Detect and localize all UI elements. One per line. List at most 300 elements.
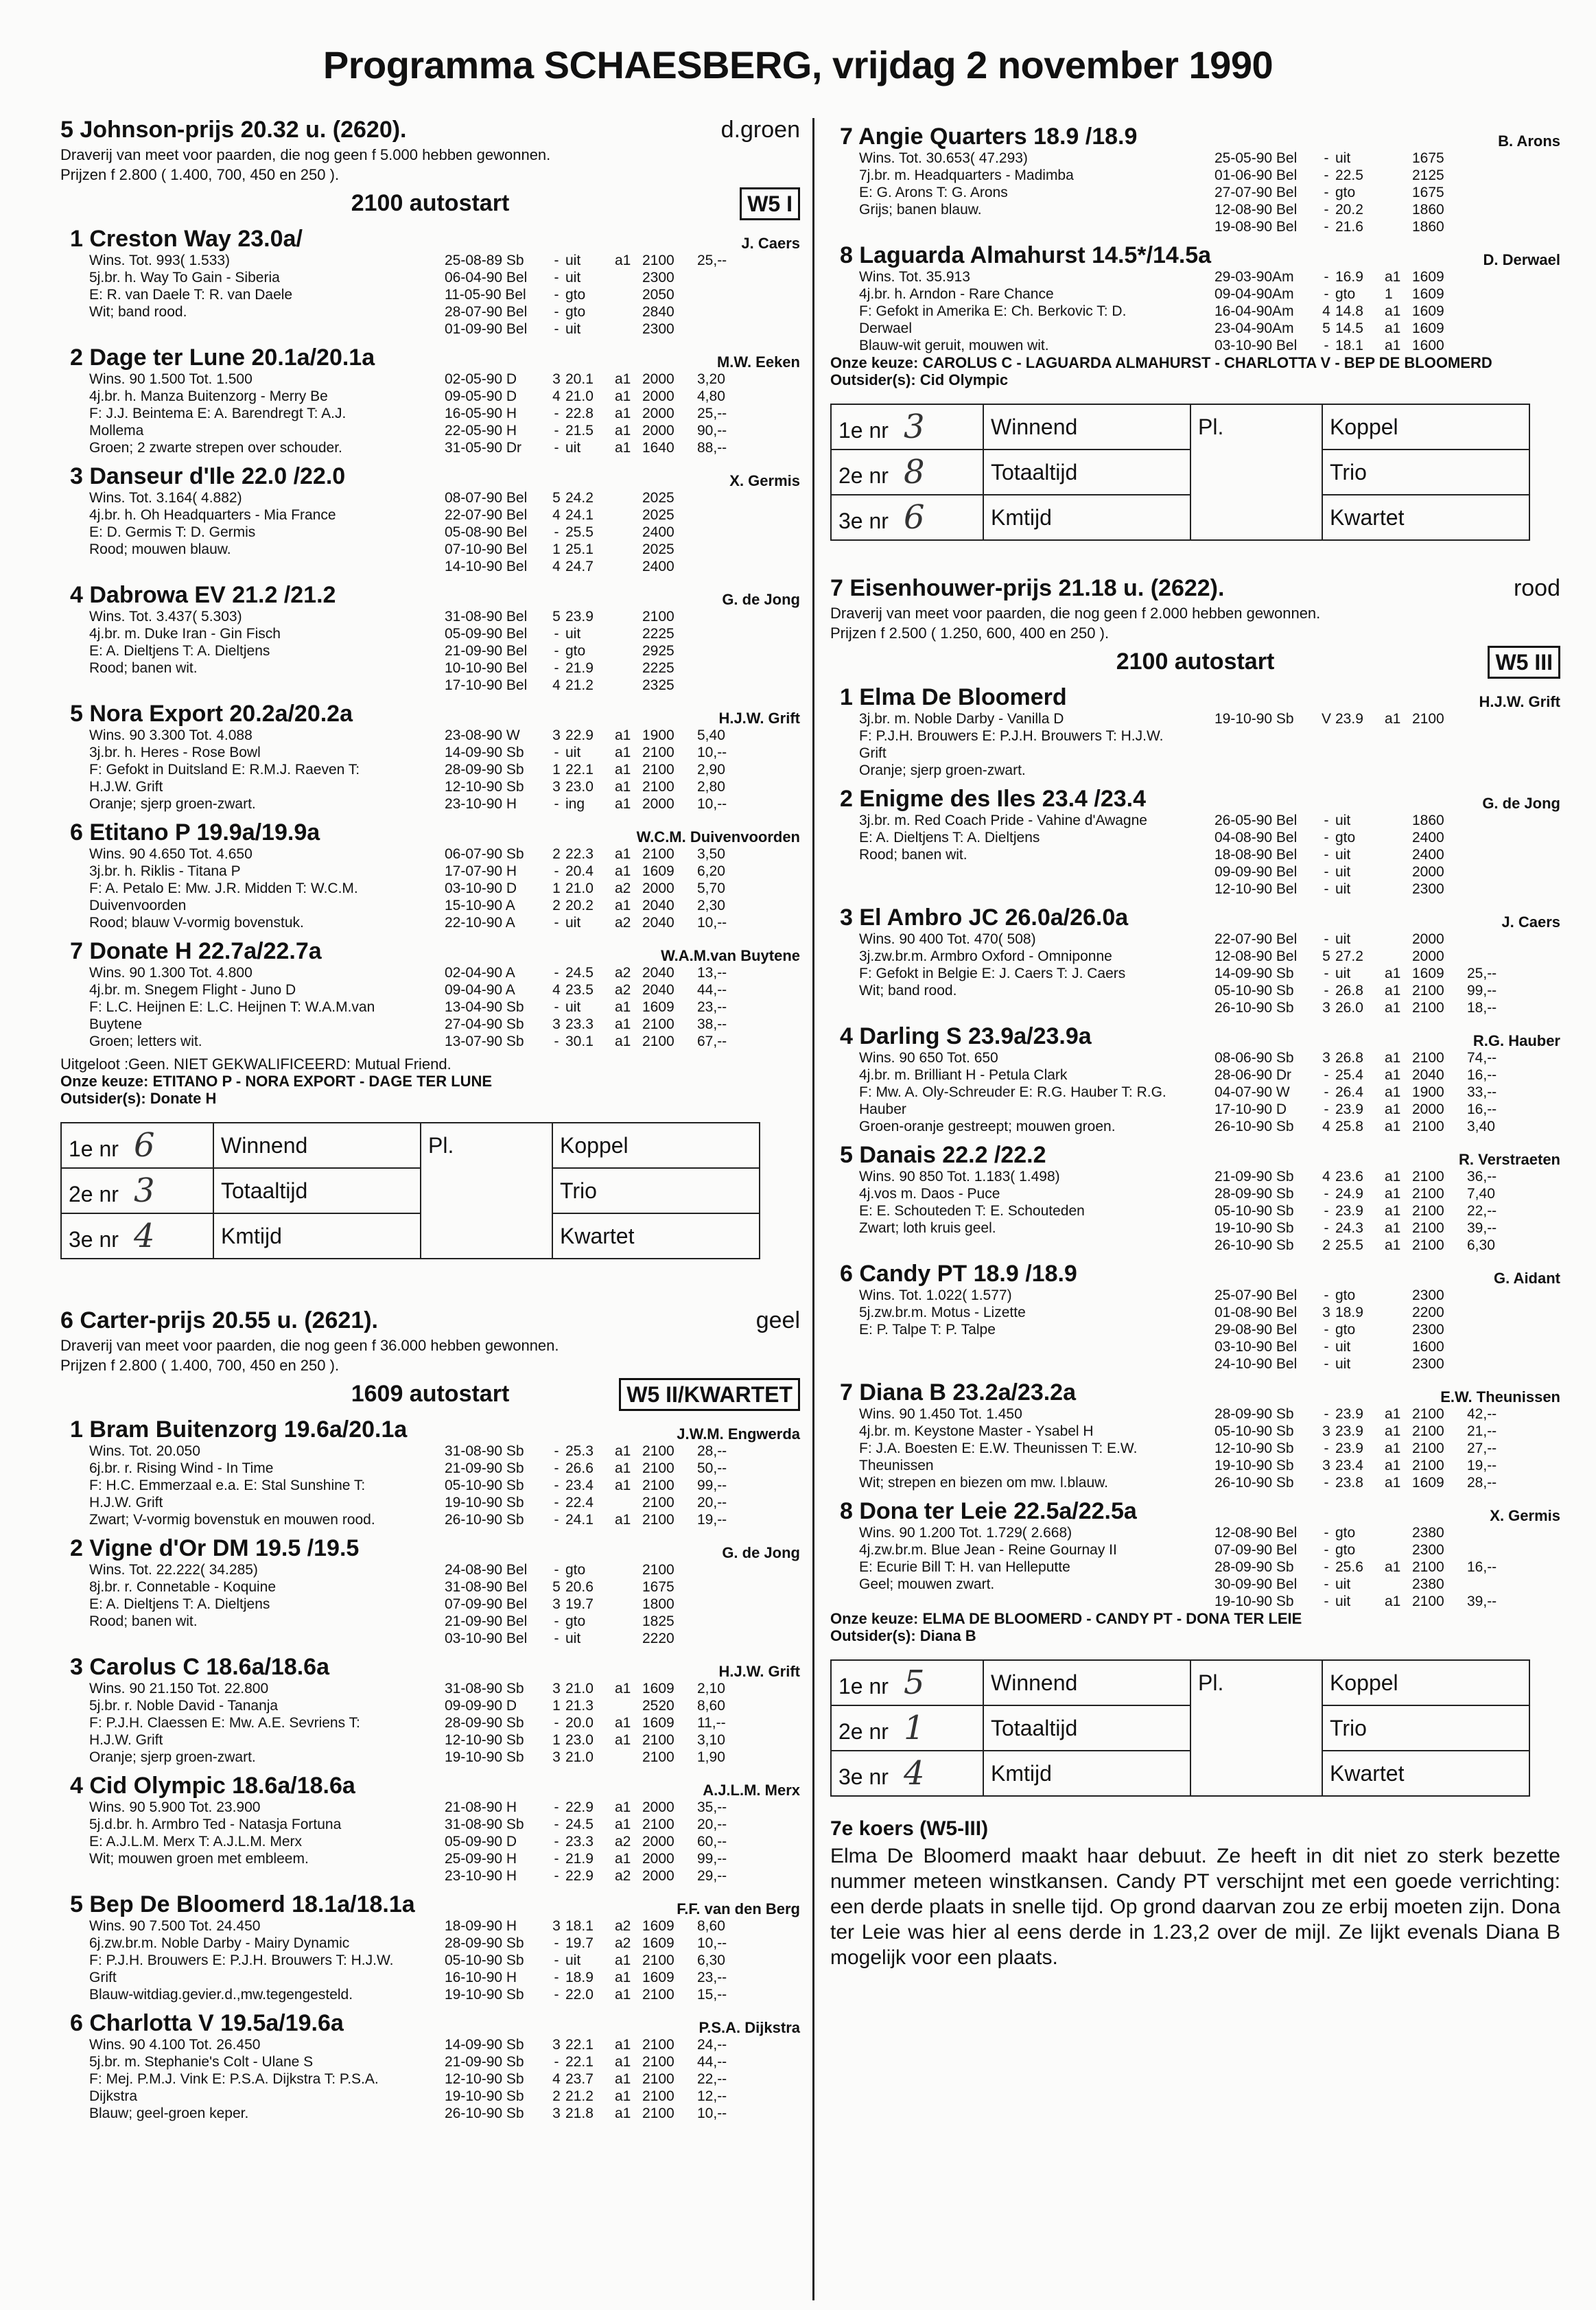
performance-cell: 2,30 — [697, 898, 725, 913]
horse-detail: Rood; banen wit. — [859, 847, 967, 863]
performance-table — [445, 608, 800, 694]
horse-trainer: G. Aidant — [1494, 1270, 1560, 1287]
horse-detail: 6j.br. r. Rising Wind - In Time — [89, 1460, 274, 1476]
performance-cell: 23.3 — [565, 1016, 594, 1032]
horse-detail: Derwael — [859, 320, 913, 336]
performance-row — [1214, 1066, 1560, 1084]
performance-cell: 1675 — [1412, 185, 1444, 200]
results-category: Totaaltijd — [213, 1168, 421, 1213]
performance-cell — [1385, 201, 1412, 218]
performance-cell: 2220 — [642, 1631, 674, 1646]
performance-cell: 36,-- — [1467, 1169, 1497, 1185]
performance-cell — [697, 660, 800, 677]
performance-row — [445, 489, 800, 506]
performance-cell: 2100 — [1412, 711, 1444, 727]
performance-cell: 2040 — [642, 898, 674, 913]
horse-entry — [830, 684, 1560, 779]
performance-row — [445, 642, 800, 660]
performance-cell: gto — [1335, 286, 1356, 302]
performance-cell — [697, 608, 800, 625]
performance-row — [1214, 167, 1560, 184]
performance-cell — [697, 1613, 800, 1630]
performance-cell: 27-04-90 Sb — [445, 1016, 524, 1032]
performance-cell: 5 — [552, 490, 561, 506]
performance-cell — [615, 677, 642, 694]
performance-cell: 15-10-90 A — [445, 898, 515, 913]
performance-row — [1214, 1084, 1560, 1101]
results-category: Winnend — [213, 1123, 421, 1168]
performance-cell: 1609 — [642, 863, 674, 879]
horse-performances — [1214, 242, 1560, 354]
performance-cell: 3 — [552, 1681, 561, 1696]
performance-table — [445, 2036, 800, 2122]
performance-cell: 13,-- — [697, 965, 727, 981]
horse-name: 2 Vigne d'Or DM 19.5 /19.5 — [70, 1535, 360, 1561]
performance-row — [1214, 1559, 1560, 1576]
results-position — [831, 495, 983, 540]
performance-cell: a2 — [615, 1868, 631, 1884]
performance-cell: 8,60 — [697, 1918, 725, 1934]
performance-cell: 1800 — [642, 1596, 674, 1612]
performance-cell: a1 — [615, 1016, 631, 1032]
performance-cell: 2100 — [1412, 1423, 1444, 1439]
horse-detail: E: A. Dieltjens T: A. Dieltjens — [859, 830, 1040, 845]
performance-cell: a1 — [615, 863, 631, 879]
horse-info — [60, 463, 445, 575]
performance-cell: 23,-- — [697, 999, 727, 1015]
performance-cell — [615, 608, 642, 625]
performance-cell: 19-10-90 Sb — [445, 2088, 524, 2104]
performance-cell — [1385, 218, 1412, 235]
performance-cell: 03-10-90 Bel — [1214, 338, 1298, 353]
performance-row — [445, 1033, 800, 1050]
performance-cell: 4 — [552, 559, 561, 574]
performance-cell: - — [554, 440, 559, 456]
performance-row — [445, 1799, 800, 1816]
horse-detail: Wins. 90 5.900 Tot. 23.900 — [89, 1799, 261, 1815]
race-section — [60, 117, 800, 1259]
performance-row — [445, 1714, 800, 1731]
performance-cell: - — [554, 1562, 559, 1578]
performance-row — [1214, 285, 1560, 303]
results-table — [60, 1122, 760, 1259]
performance-cell: 25.5 — [1335, 1237, 1363, 1253]
horse-entry — [60, 1535, 800, 1647]
performance-cell: 26.0 — [1335, 1000, 1363, 1016]
performance-cell: 24.3 — [1335, 1220, 1363, 1236]
performance-cell: 3 — [552, 2037, 561, 2053]
horse-name: 8 Dona ter Leie 22.5a/22.5a — [840, 1498, 1137, 1524]
performance-row — [445, 1867, 800, 1885]
race-code-badge: W5 II/KWARTET — [619, 1378, 800, 1411]
performance-row — [445, 2105, 800, 2122]
performance-cell — [1467, 218, 1560, 235]
horse-entry — [60, 582, 800, 694]
horse-name: 7 Donate H 22.7a/22.7a — [70, 938, 322, 964]
position-label: 3e nr — [838, 1764, 889, 1789]
performance-cell — [1467, 863, 1560, 880]
performance-cell — [615, 1578, 642, 1596]
performance-cell: - — [1324, 269, 1329, 285]
performance-cell: 2225 — [642, 660, 674, 676]
horse-trainer: R. Verstraeten — [1459, 1151, 1560, 1168]
performance-cell: 29,-- — [697, 1868, 727, 1884]
performance-cell: a1 — [1385, 1169, 1401, 1185]
horse-entry — [830, 124, 1560, 235]
horse-detail: Oranje; sjerp groen-zwart. — [89, 1749, 256, 1765]
performance-cell — [1467, 184, 1560, 201]
performance-cell: 2000 — [642, 1834, 674, 1850]
performance-cell: 17-10-90 Bel — [445, 677, 528, 693]
race-conditions: Draverij van meet voor paarden, die nog geen f 5.000 hebben gewonnen. — [60, 146, 551, 163]
performance-cell: a2 — [615, 1918, 631, 1934]
performance-cell: a1 — [1385, 1101, 1401, 1117]
horse-detail: H.J.W. Grift — [89, 1495, 163, 1510]
performance-cell: 2325 — [642, 677, 674, 693]
performance-cell — [1467, 1524, 1560, 1541]
position-label: 1e nr — [838, 1674, 889, 1699]
performance-cell: uit — [565, 626, 581, 642]
horse-performances — [445, 938, 800, 1050]
performance-cell: a1 — [1385, 711, 1401, 727]
horse-performances — [445, 1416, 800, 1528]
performance-cell: a1 — [1385, 1186, 1401, 1202]
performance-row — [445, 320, 800, 338]
performance-cell: 1609 — [642, 1918, 674, 1934]
performance-cell: 22.1 — [565, 762, 594, 778]
performance-cell — [615, 660, 642, 677]
horse-entry — [60, 1891, 800, 2003]
performance-cell: 23.3 — [565, 1834, 594, 1850]
performance-cell: 1 — [552, 762, 561, 778]
race-prizes: Prijzen f 2.800 ( 1.400, 700, 450 en 250 ). — [60, 166, 340, 183]
results-row — [831, 1751, 1529, 1796]
performance-table — [445, 1443, 800, 1528]
performance-cell: 20,-- — [697, 1495, 727, 1510]
performance-cell — [1385, 846, 1412, 863]
performance-cell: gto — [1335, 1322, 1356, 1338]
horse-detail: 5j.zw.br.m. Motus - Lizette — [859, 1305, 1026, 1320]
performance-cell: 26-10-90 Sb — [445, 1512, 524, 1528]
performance-cell: 25,-- — [697, 406, 727, 421]
performance-row — [445, 371, 800, 388]
commentary-title: 7e koers (W5-III) — [830, 1817, 989, 1840]
performance-cell: 90,-- — [697, 423, 727, 439]
performance-cell — [615, 506, 642, 524]
performance-cell: 22,-- — [697, 2071, 727, 2087]
performance-row — [1214, 863, 1560, 880]
performance-cell — [1385, 1304, 1412, 1321]
performance-cell: gto — [1335, 1287, 1356, 1303]
horse-info — [830, 1142, 1214, 1254]
performance-cell: 11,-- — [697, 1715, 726, 1731]
performance-cell: 42,-- — [1467, 1406, 1497, 1422]
performance-table — [1214, 1168, 1560, 1254]
horse-detail: Hauber — [859, 1101, 906, 1117]
performance-cell — [1467, 167, 1560, 184]
performance-row — [1214, 982, 1560, 999]
performance-cell: - — [554, 1460, 559, 1476]
performance-cell — [615, 303, 642, 320]
performance-cell: - — [554, 660, 559, 676]
performance-cell: uit — [565, 440, 581, 456]
performance-cell — [615, 1613, 642, 1630]
performance-cell: - — [554, 1834, 559, 1850]
performance-cell: 2100 — [642, 762, 674, 778]
performance-cell: 31-08-90 Sb — [445, 1443, 524, 1459]
race-header — [830, 575, 1560, 602]
horse-detail: 4j.vos m. Daos - Puce — [859, 1186, 1000, 1202]
performance-row — [445, 524, 800, 541]
results-bet: Trio — [1322, 1705, 1529, 1751]
performance-cell — [1385, 1355, 1412, 1373]
horse-trainer: B. Arons — [1498, 132, 1560, 150]
left-column — [60, 117, 800, 2122]
horse-performances — [1214, 1142, 1560, 1254]
performance-cell: 1609 — [1412, 966, 1444, 981]
performance-cell: 26.4 — [1335, 1084, 1363, 1100]
performance-table — [445, 964, 800, 1050]
performance-row — [1214, 1457, 1560, 1474]
performance-cell: 25.8 — [1335, 1119, 1363, 1134]
performance-row — [1214, 1237, 1560, 1254]
horse-detail: Wit; strepen en biezen om mw. l.blauw. — [859, 1475, 1108, 1491]
performance-cell: - — [1324, 1576, 1329, 1592]
performance-cell: a1 — [615, 1851, 631, 1867]
results-position — [831, 450, 983, 495]
performance-cell: 19-10-90 Sb — [1214, 1220, 1294, 1236]
results-category: Winnend — [983, 404, 1190, 450]
horse-detail: 4j.br. h. Oh Headquarters - Mia France — [89, 507, 336, 523]
performance-cell: 2200 — [1412, 1305, 1444, 1320]
performance-table — [445, 489, 800, 575]
performance-cell: 19.7 — [565, 1596, 594, 1612]
horse-name: 5 Nora Export 20.2a/20.2a — [70, 701, 353, 727]
performance-cell: 2100 — [642, 745, 674, 760]
horse-name: 6 Candy PT 18.9 /18.9 — [840, 1261, 1077, 1287]
performance-cell — [1467, 710, 1560, 727]
performance-table — [1214, 812, 1560, 898]
performance-cell: 22.1 — [565, 2054, 594, 2070]
horse-detail: F: H.C. Emmerzaal e.a. E: Stal Sunshine T: — [89, 1478, 366, 1493]
performance-table — [445, 1799, 800, 1885]
race-distance-row — [830, 646, 1560, 677]
performance-cell: - — [1324, 847, 1329, 863]
performance-cell: 16-04-90Am — [1214, 303, 1294, 319]
performance-cell: 5,40 — [697, 727, 725, 743]
performance-row — [1214, 999, 1560, 1016]
right-column — [830, 117, 1560, 1970]
performance-cell: - — [1324, 864, 1329, 880]
performance-cell: 2100 — [642, 1034, 674, 1049]
performance-cell: 19-10-90 Sb — [445, 1495, 524, 1510]
performance-cell: 1675 — [642, 1579, 674, 1595]
performance-cell: 28-09-90 Sb — [1214, 1406, 1294, 1422]
performance-cell: uit — [1335, 1576, 1351, 1592]
horse-detail: 4j.br. m. Snegem Flight - Juno D — [89, 982, 296, 998]
horse-detail: F: J.A. Boesten E: E.W. Theunissen T: E.W. — [859, 1440, 1138, 1456]
horse-detail: Zwart; loth kruis geel. — [859, 1220, 996, 1236]
performance-cell: 23.9 — [1335, 1423, 1363, 1439]
performance-cell: gto — [565, 643, 586, 659]
performance-row — [445, 625, 800, 642]
performance-cell: 4 — [552, 2071, 561, 2087]
performance-cell — [615, 1561, 642, 1578]
performance-cell: 2100 — [642, 2071, 674, 2087]
performance-cell: 21.2 — [565, 2088, 594, 2104]
performance-cell: - — [1324, 219, 1329, 235]
race-note: Uitgeloot :Geen. NIET GEKWALIFICEERD: Mutual Friend. — [60, 1055, 451, 1073]
results-bet: Koppel — [1322, 404, 1529, 450]
race-name: 7 Eisenhouwer-prijs 21.18 u. (2622). — [830, 575, 1225, 601]
performance-cell: uit — [1335, 966, 1351, 981]
performance-cell: 24-08-90 Bel — [445, 1562, 528, 1578]
horse-detail: 3j.br. m. Noble Darby - Vanilla D — [859, 711, 1064, 727]
performance-cell: 4 — [1322, 1119, 1330, 1134]
performance-cell: 2300 — [1412, 1322, 1444, 1338]
performance-cell: 2100 — [642, 1478, 674, 1493]
horse-performances — [1214, 1379, 1560, 1491]
performance-cell — [697, 625, 800, 642]
horse-detail: E: P. Talpe T: P. Talpe — [859, 1322, 996, 1338]
performance-cell — [1385, 150, 1412, 167]
performance-row — [1214, 1541, 1560, 1559]
performance-cell: a1 — [615, 2071, 631, 2087]
performance-cell: a1 — [1385, 1440, 1401, 1456]
performance-row — [445, 1596, 800, 1613]
performance-cell: 09-04-90Am — [1214, 286, 1294, 302]
horse-detail: F: Gefokt in Amerika E: Ch. Berkovic T: D. — [859, 303, 1127, 319]
performance-cell: 12-10-90 Sb — [445, 2071, 524, 2087]
performance-cell: 2025 — [642, 541, 674, 557]
performance-cell: - — [1324, 813, 1329, 828]
performance-cell: - — [554, 2054, 559, 2070]
horse-detail: Wins. 90 1.450 Tot. 1.450 — [859, 1406, 1022, 1422]
performance-row — [445, 608, 800, 625]
performance-cell: 07-09-90 Bel — [445, 1596, 528, 1612]
performance-cell: - — [1324, 1220, 1329, 1236]
horse-performances — [445, 701, 800, 813]
performance-cell: 25.3 — [565, 1443, 594, 1459]
performance-table — [445, 371, 800, 456]
performance-cell: 2400 — [642, 559, 674, 574]
performance-cell: 60,-- — [697, 1834, 727, 1850]
performance-cell — [697, 489, 800, 506]
performance-cell: 88,-- — [697, 440, 727, 456]
horse-name: 3 Carolus C 18.6a/18.6a — [70, 1654, 330, 1680]
horse-detail: E: D. Germis T: D. Germis — [89, 524, 256, 540]
performance-cell: 1609 — [642, 999, 674, 1015]
performance-cell — [615, 625, 642, 642]
performance-cell: - — [554, 287, 559, 303]
performance-cell: - — [554, 1935, 559, 1951]
performance-cell: 2100 — [642, 253, 674, 268]
horse-detail: E: A. Dieltjens T: A. Dieltjens — [89, 643, 270, 659]
performance-cell: 44,-- — [697, 2054, 727, 2070]
results-row — [61, 1168, 760, 1213]
performance-cell: 2100 — [642, 1016, 674, 1032]
results-bet: Kwartet — [1322, 1751, 1529, 1796]
performance-row — [1214, 965, 1560, 982]
performance-cell: 22.9 — [565, 727, 594, 743]
performance-cell: 05-10-90 Sb — [445, 1478, 524, 1493]
performance-cell: - — [1324, 1440, 1329, 1456]
horse-trainer: G. de Jong — [722, 1544, 800, 1561]
horse-detail: Wins. 90 4.650 Tot. 4.650 — [89, 846, 253, 862]
horse-detail: H.J.W. Grift — [89, 779, 163, 795]
performance-cell: 21-09-90 Sb — [445, 1460, 524, 1476]
performance-row — [1214, 880, 1560, 898]
performance-cell: 1609 — [1412, 1475, 1444, 1491]
performance-cell: 21-09-90 Bel — [445, 643, 528, 659]
performance-cell — [1385, 167, 1412, 184]
results-bet: Kwartet — [1322, 495, 1529, 540]
performance-cell: 99,-- — [697, 1851, 727, 1867]
performance-cell: 1860 — [1412, 202, 1444, 218]
performance-cell: 24.5 — [565, 1817, 594, 1832]
position-label: 2e nr — [69, 1182, 119, 1206]
performance-cell — [1467, 285, 1560, 303]
performance-cell: 2000 — [1412, 1101, 1444, 1117]
horse-detail: 3j.zw.br.m. Armbro Oxford - Omniponne — [859, 948, 1112, 964]
horse-performances — [1214, 1498, 1560, 1610]
race-distance-row — [60, 187, 800, 219]
performance-cell: 12-08-90 Bel — [1214, 202, 1298, 218]
performance-cell: - — [554, 270, 559, 285]
performance-cell — [1467, 1338, 1560, 1355]
performance-cell: - — [554, 1478, 559, 1493]
performance-cell: - — [554, 999, 559, 1015]
performance-cell: 21.0 — [565, 880, 594, 896]
performance-cell — [615, 1749, 642, 1766]
horse-performances — [445, 1654, 800, 1766]
performance-cell: - — [554, 321, 559, 337]
performance-cell: 10,-- — [697, 1935, 727, 1951]
horse-info — [60, 701, 445, 813]
performance-cell: 28,-- — [697, 1443, 727, 1459]
performance-cell: a1 — [615, 1715, 631, 1731]
performance-cell — [615, 1697, 642, 1714]
horse-detail: Geel; mouwen zwart. — [859, 1576, 995, 1592]
performance-cell: a1 — [615, 440, 631, 456]
performance-cell: - — [1324, 1084, 1329, 1100]
performance-cell: 18,-- — [1467, 1000, 1497, 1016]
performance-cell: 21.6 — [1335, 219, 1363, 235]
performance-cell — [697, 524, 800, 541]
performance-cell: 2100 — [642, 846, 674, 862]
performance-cell: uit — [1335, 1339, 1351, 1355]
race-commentary — [830, 1817, 1560, 1970]
performance-cell: uit — [1335, 864, 1351, 880]
performance-cell: a1 — [615, 1732, 631, 1748]
performance-cell: a1 — [1385, 1203, 1401, 1219]
performance-cell: 2 — [1322, 1237, 1330, 1253]
performance-cell: a1 — [615, 1817, 631, 1832]
horse-trainer: X. Germis — [729, 472, 800, 489]
performance-cell: 1609 — [642, 1681, 674, 1696]
performance-cell: 2 — [552, 898, 561, 913]
horse-entry — [60, 226, 800, 338]
performance-row — [445, 863, 800, 880]
performance-cell — [1385, 931, 1412, 948]
handwritten-number: 5 — [903, 1664, 925, 1702]
performance-table — [1214, 710, 1560, 727]
performance-cell: 20.1 — [565, 371, 594, 387]
performance-cell: 28-09-90 Sb — [1214, 1186, 1294, 1202]
performance-cell: 26.8 — [1335, 1050, 1363, 1066]
horse-detail: Blauw-wit geruit, mouwen wit. — [859, 338, 1049, 353]
performance-cell: 29-03-90Am — [1214, 269, 1294, 285]
